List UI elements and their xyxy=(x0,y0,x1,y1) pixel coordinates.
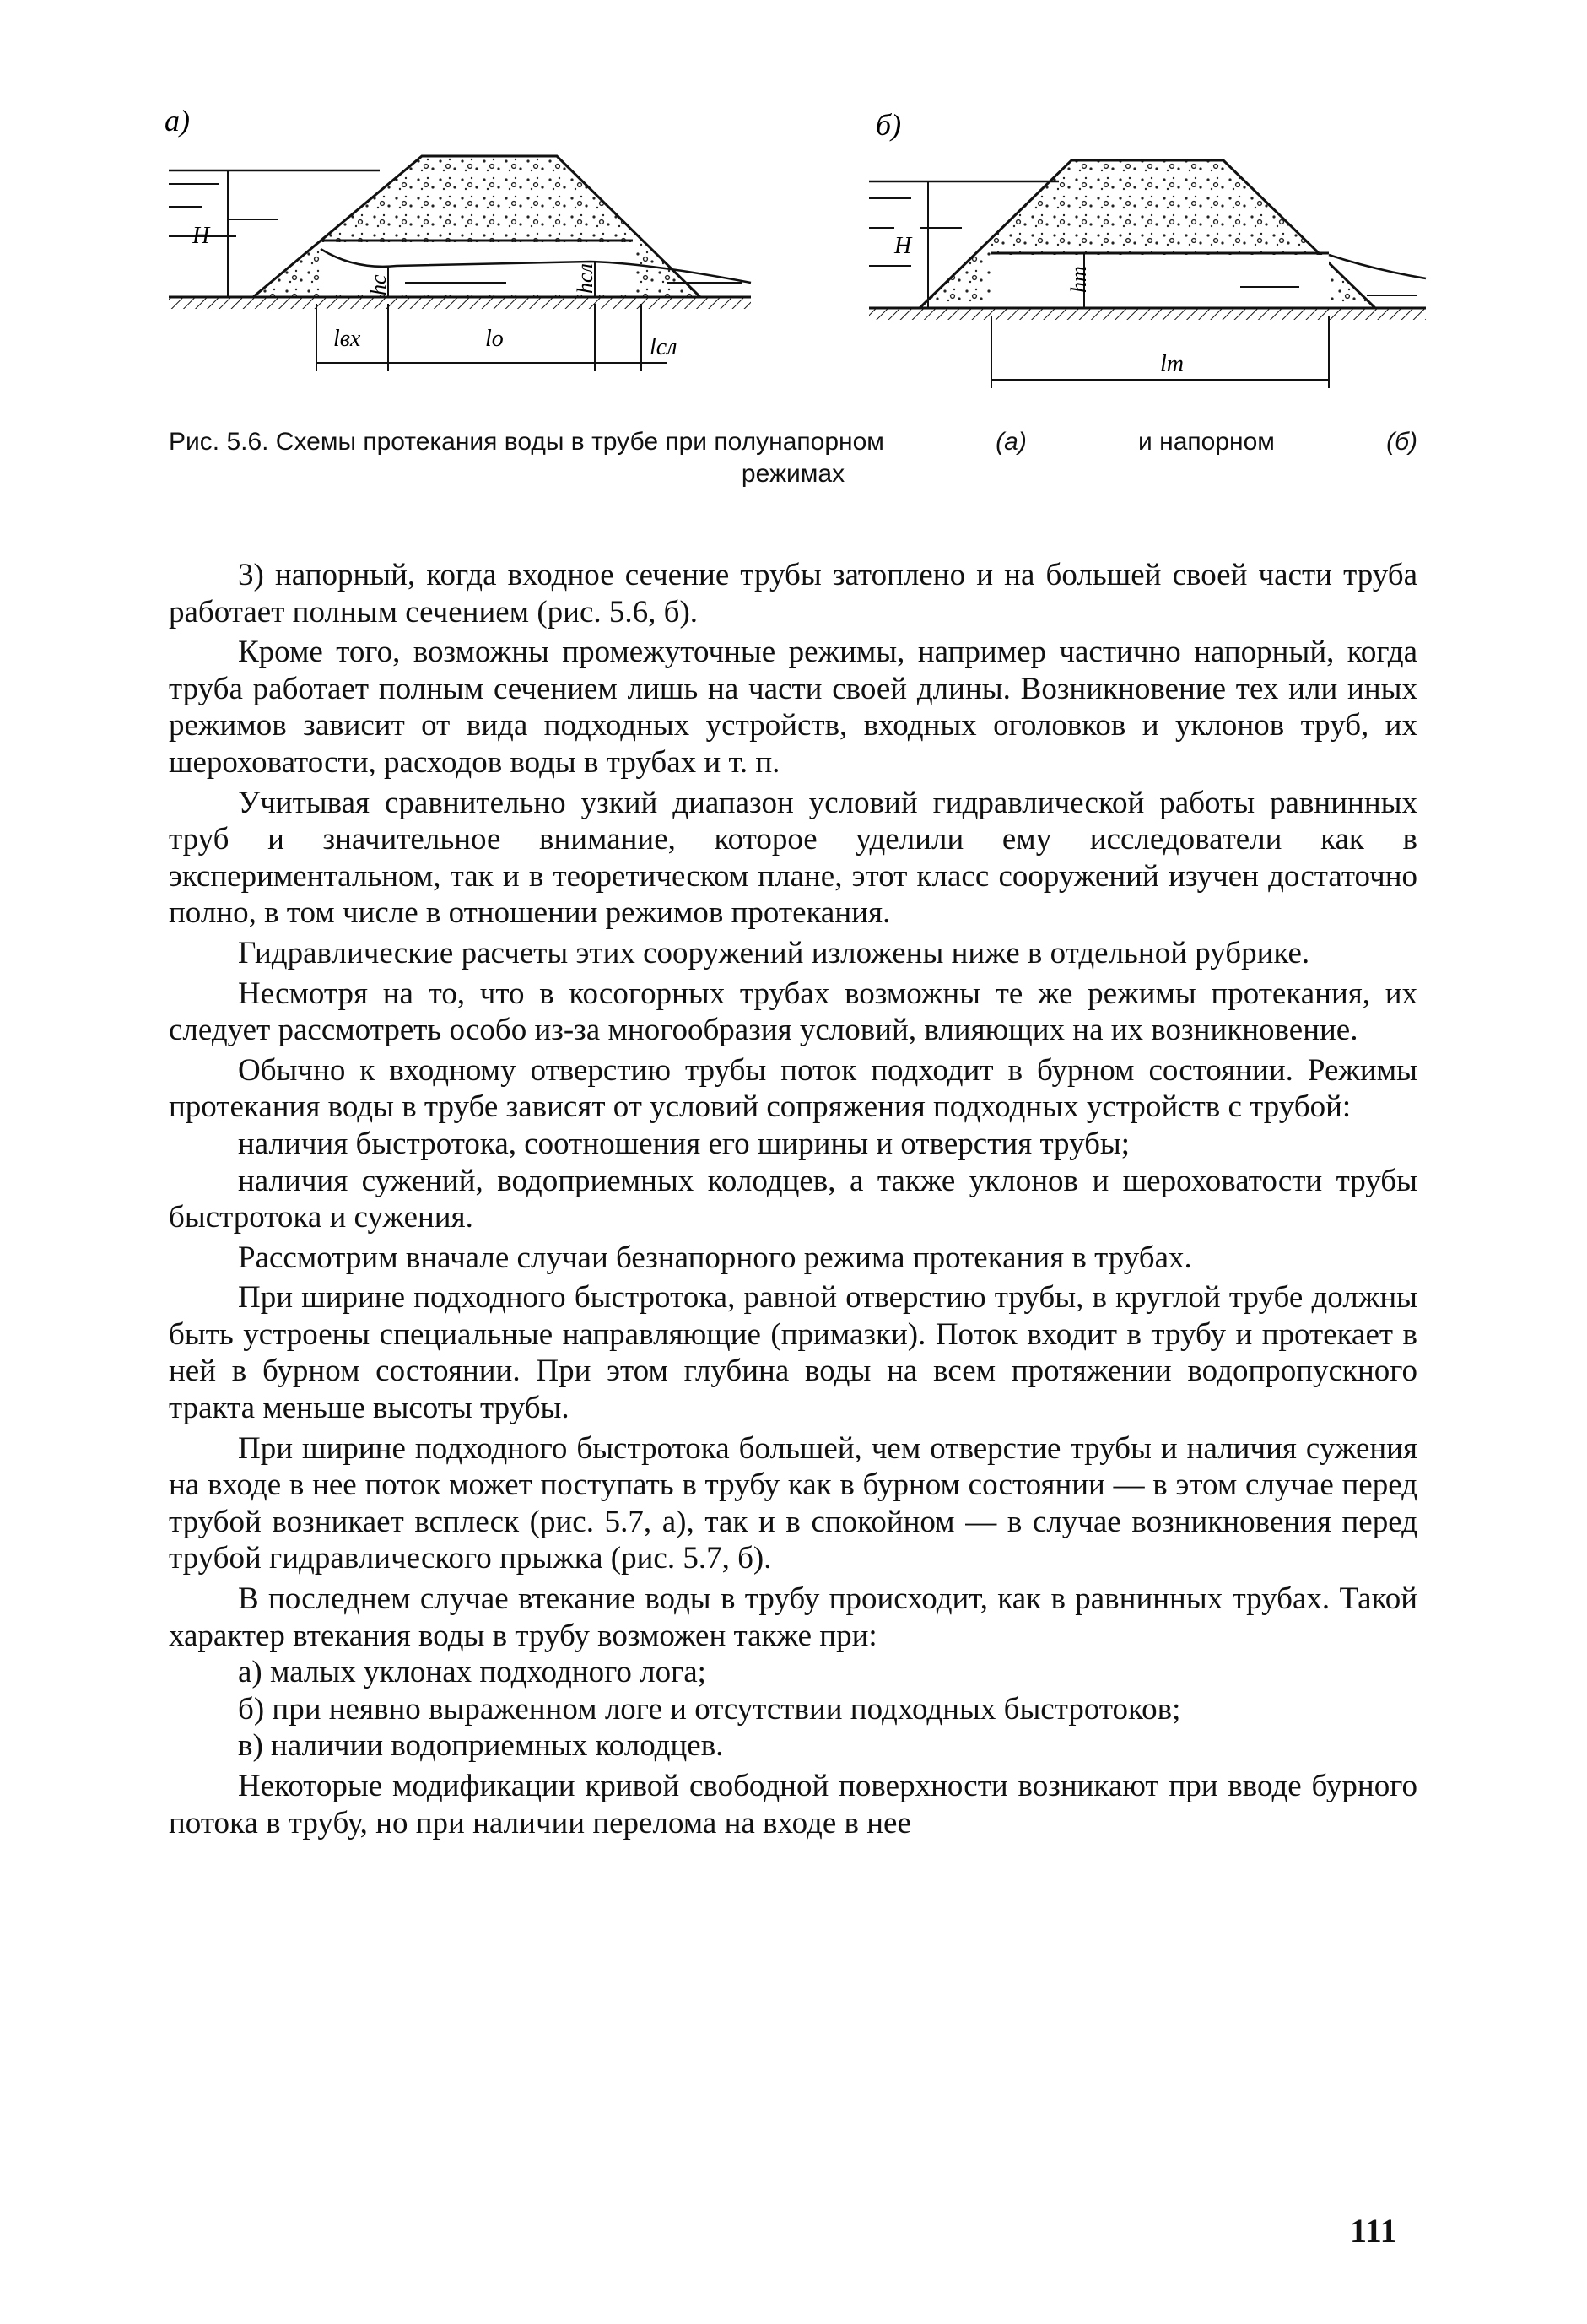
caption-and: и напорном xyxy=(1138,428,1275,456)
label-hT: hт xyxy=(1066,266,1091,293)
scheme-b xyxy=(869,108,1426,388)
label-lvx: lвх xyxy=(333,326,361,352)
paragraph: Обычно к входному отверстию трубы поток подходит в бурном состоянии. Режимы протекания воды в трубе зависят от условий сопряжения подходных устройств с трубой: xyxy=(169,1052,1417,1125)
paragraph: Некоторые модификации кривой свободной поверхности возникают при вводе бурного потока в трубу, но при наличии перелома на входе в нее xyxy=(169,1769,1417,1840)
list-item: наличия быстротока, соотношения его ширины и отверстия трубы; xyxy=(238,1126,1131,1161)
paragraph: При ширине подходного быстротока большей, чем отверстие трубы и наличия сужения на входе в нее поток может поступать в трубу как в бурном состоянии — в этом случае перед трубой возникает всплеск (рис. 5.7, а), так и в спокойном — в случае возникновения перед трубой гидравлического прыжка (рис. 5.7, б). xyxy=(169,1430,1417,1576)
paragraph: Кроме того, возможны промежуточные режимы, например частично напорный, когда труба работает полным сечением лишь на части своей длины. Возникновение тех или иных режимов зависит от вида подходных устройств, входных оголовков и уклонов труб, их шероховатости, расходов воды в трубах и т. п. xyxy=(169,635,1417,780)
label-hcl: hсл xyxy=(573,263,597,294)
figure-schemes xyxy=(152,101,1451,439)
label-H-b: H xyxy=(894,233,912,259)
paragraph: Гидравлические расчеты этих сооружений изложены ниже в отдельной рубрике. xyxy=(238,935,1310,970)
caption-lead: Рис. 5.6. Схемы протекания воды в трубе при полунапорном xyxy=(169,428,884,456)
paragraph: Рассмотрим вначале случаи безнапорного режима протекания в трубах. xyxy=(238,1240,1192,1275)
ground-hatch xyxy=(169,297,751,309)
ground-hatch-b xyxy=(869,308,1426,320)
caption-line2: режимах xyxy=(741,460,845,488)
list-item: в) наличии водоприемных колодцев. xyxy=(238,1728,724,1764)
figure-caption xyxy=(169,426,1417,490)
scheme-b-label: б) xyxy=(876,108,902,142)
label-H: H xyxy=(192,223,210,249)
label-lsl: lсл xyxy=(650,334,677,360)
body-text xyxy=(169,557,1417,1841)
figure-5-6 xyxy=(152,101,1451,439)
paragraph: При ширине подходного быстротока, равной отверстию трубы, в круглой трубе должны быть устроены специальные направляющие (примазки). Поток входит в трубу и протекает в ней в бурном состоянии. При этом глубина воды на всем протяжении водопропускного тракта меньше высоты трубы. xyxy=(169,1280,1417,1426)
caption-b: (б) xyxy=(1386,428,1417,456)
paragraph: 3) напорный, когда входное сечение трубы затоплено и на большей своей части труба работает полным сечением (рис. 5.6, б). xyxy=(169,558,1417,630)
label-hc: hc xyxy=(366,274,391,295)
caption-a: (а) xyxy=(996,428,1027,456)
page-number: 111 xyxy=(1350,2212,1397,2250)
paragraph: Учитывая сравнительно узкий диапазон условий гидравлической работы равнинных труб и значительное внимание, которое уделили ему исследователи как в экспериментальном, так и в теоретическом плане, этот класс сооружений изучен достаточно полно, в том числе в отношении режимов протекания. xyxy=(169,785,1417,931)
list-item: наличия сужений, водоприемных колодцев, а также уклонов и шероховатости трубы быстротока и сужения. xyxy=(169,1163,1417,1235)
list-item: а) малых уклонах подходного лога; xyxy=(238,1655,706,1690)
label-lT: lт xyxy=(1160,351,1184,377)
scheme-a-label: а) xyxy=(165,104,190,138)
scheme-a xyxy=(165,104,751,371)
list-item: б) при неявно выраженном логе и отсутствии подходных быстротоков; xyxy=(238,1691,1181,1727)
paragraph: В последнем случае втекание воды в трубу происходит, как в равнинных трубах. Такой характер втекания воды в трубу возможен также при: xyxy=(169,1581,1417,1653)
paragraph: Несмотря на то, что в косогорных трубах возможны те же режимы протекания, их следует рассмотреть особо из-за многообразия условий, влияющих на их возникновение. xyxy=(169,976,1417,1048)
label-l0: lo xyxy=(485,326,504,352)
